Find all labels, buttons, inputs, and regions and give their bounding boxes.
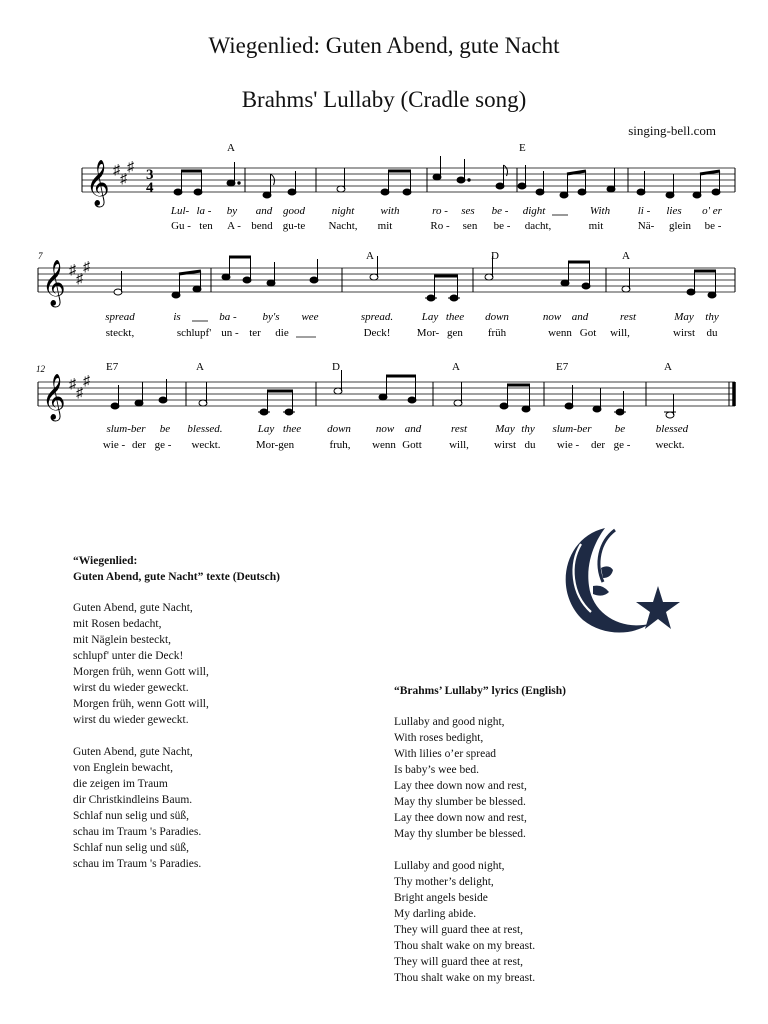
lyric-syllable: spread	[105, 311, 135, 323]
lyric-syllable: mit	[377, 220, 393, 232]
lyric-syllable: by	[226, 205, 238, 217]
lyric-syllable: blessed.	[187, 423, 223, 435]
german-lyrics-line	[171, 220, 722, 232]
german-lyrics-block	[73, 553, 373, 888]
svg-text:♯: ♯	[76, 386, 83, 401]
chord-symbols	[366, 250, 630, 262]
lyric-syllable: weckt.	[655, 439, 685, 451]
lyric-syllable: down	[485, 311, 509, 323]
lyric-syllable: slum-ber	[106, 423, 146, 435]
key-signature-sharps	[113, 160, 135, 187]
svg-text:♯: ♯	[113, 163, 120, 178]
time-signature-top: 3	[146, 167, 154, 183]
lyric-syllable: down	[327, 423, 351, 435]
lyric-syllable: dacht,	[524, 220, 552, 232]
crescent-moon-with-star-icon	[545, 520, 685, 640]
chord-symbols	[106, 361, 672, 373]
lyric-syllable: Mor-	[416, 327, 440, 339]
lyric-syllable: Ro -	[430, 220, 450, 232]
music-system-1	[0, 140, 768, 240]
chord-label: A	[622, 250, 630, 262]
chord-label: A	[366, 250, 374, 262]
lyric-syllable: Deck!	[363, 327, 391, 339]
measure-number: 12	[36, 364, 45, 374]
lyric-syllable: blessed	[655, 423, 689, 435]
lyric-syllable: schlupf'	[176, 327, 212, 339]
lyric-syllable: May	[674, 311, 694, 323]
german-stanza-1: Guten Abend, gute Nacht, mit Rosen bedacht, mit Näglein besteckt, schlupf' unter die Deck! Morgen früh, wenn Gott will, wirst du wieder geweckt. Morgen früh, wenn Gott will, wirst du wieder geweckt.	[73, 602, 209, 726]
lyric-syllable: fruh,	[329, 439, 351, 451]
lyric-syllable: gu-te	[282, 220, 306, 232]
lyric-syllable: be	[159, 423, 171, 435]
time-signature-bottom: 4	[146, 180, 154, 196]
lyric-syllable: wenn	[548, 327, 572, 339]
lyric-syllable: früh	[487, 327, 507, 339]
english-lyrics-line	[106, 423, 688, 435]
english-lyrics-block	[394, 683, 694, 1002]
lyric-syllable: dight	[522, 205, 546, 217]
lyric-syllable: sen	[462, 220, 478, 232]
lyric-syllable: will,	[449, 439, 469, 451]
lyric-syllable: wirst	[673, 327, 695, 339]
lyric-syllable: ge -	[613, 439, 631, 451]
svg-text:♯: ♯	[69, 377, 76, 392]
lyric-syllable: now	[375, 423, 395, 435]
lyric-syllable: good	[283, 205, 305, 217]
lyric-syllable: der	[131, 439, 147, 451]
svg-text:♯: ♯	[83, 260, 90, 275]
lyric-syllable: by's	[262, 311, 280, 323]
lyric-syllable: Lay	[257, 423, 275, 435]
lyric-syllable: die	[275, 327, 289, 339]
lyric-syllable: ten	[199, 220, 213, 232]
lyric-syllable: is	[173, 311, 181, 323]
chord-label: E	[519, 142, 526, 154]
measure-number: 7	[38, 251, 43, 261]
lyric-syllable: wirst	[494, 439, 516, 451]
lyric-syllable: Gu -	[171, 220, 191, 232]
lyric-syllable: wie -	[556, 439, 580, 451]
lyric-syllable: weckt.	[191, 439, 221, 451]
lyric-syllable: rest	[450, 423, 468, 435]
lyric-syllable: Lul-	[170, 205, 190, 217]
chord-label: D	[332, 361, 340, 373]
key-signature-sharps	[69, 260, 91, 287]
english-stanza-2: Lullaby and good night, Thy mother’s delight, Bright angels beside My darling abide. They will guard thee at rest, Thou shalt wake on my breast. They will guard thee at rest, Thou shalt wake on my breast.	[394, 860, 536, 984]
english-lyrics-heading: “Brahms’ Lullaby” lyrics (English)	[394, 685, 566, 697]
lyric-syllable: be	[614, 423, 626, 435]
german-lyrics-line	[103, 439, 685, 451]
lyric-syllable: wee	[301, 311, 319, 323]
chord-label: A	[196, 361, 204, 373]
lyric-syllable: Nä-	[637, 220, 655, 232]
notes	[114, 256, 716, 301]
lyric-syllable: thee	[282, 423, 302, 435]
lyric-syllable: du	[706, 327, 718, 339]
english-lyrics-line	[170, 205, 723, 217]
lyric-syllable: du	[524, 439, 536, 451]
lyric-syllable: Lay	[421, 311, 439, 323]
lyric-syllable: and	[255, 205, 273, 217]
chord-label: E7	[556, 361, 569, 373]
treble-clef-icon: 𝄞	[42, 260, 66, 305]
treble-clef-icon: 𝄞	[42, 374, 66, 419]
lyric-syllable: be -	[493, 220, 511, 232]
lyric-syllable: A -	[227, 220, 241, 232]
lyric-syllable: der	[590, 439, 606, 451]
lyric-syllable: with	[380, 205, 400, 217]
german-stanza-2: Guten Abend, gute Nacht, von Englein bewacht, die zeigen im Traum dir Christkindleins Baum. Schlaf nun selig und süß, schau im Traum 's Paradies. Schlaf nun selig und süß, schau im Traum 's Paradies.	[73, 746, 202, 870]
svg-text:♯: ♯	[83, 374, 90, 389]
lyric-syllable: and	[571, 311, 589, 323]
lyric-syllable: With	[589, 205, 611, 217]
lyric-syllable: la -	[196, 205, 212, 217]
lyric-syllable: ses	[461, 205, 475, 217]
lyric-syllable: and	[404, 423, 422, 435]
lyric-syllable: mit	[588, 220, 604, 232]
song-subtitle: Brahms' Lullaby (Cradle song)	[241, 87, 527, 112]
lyric-syllable: will,	[610, 327, 630, 339]
lyric-syllable: Mor-gen	[255, 439, 295, 451]
lyric-syllable: wenn	[372, 439, 396, 451]
lyric-syllable: un -	[221, 327, 239, 339]
chord-label: E7	[106, 361, 119, 373]
lyric-syllable: ba -	[219, 311, 237, 323]
lyric-syllable: Gott	[402, 439, 422, 451]
lyric-syllable: now	[542, 311, 562, 323]
key-signature-sharps	[69, 374, 91, 401]
music-system-2	[0, 245, 768, 345]
svg-text:♯: ♯	[127, 160, 134, 175]
lyric-syllable: wie -	[102, 439, 126, 451]
lyric-syllable: slum-ber	[552, 423, 592, 435]
song-title: Wiegenlied: Guten Abend, gute Nacht	[208, 33, 560, 58]
lyric-syllable: rest	[619, 311, 637, 323]
english-stanza-1: Lullaby and good night, With roses bedight, With lilies o’er spread Is baby’s wee bed. Lay thee down now and rest, May thy slumber be blessed. Lay thee down now and rest, May thy slumber be blessed.	[394, 716, 527, 840]
lyric-syllable: spread.	[360, 311, 394, 323]
treble-clef-icon: 𝄞	[86, 160, 110, 205]
lyric-syllable: ro -	[432, 205, 448, 217]
lyric-syllable: Got	[579, 327, 597, 339]
svg-text:♯: ♯	[120, 172, 127, 187]
lyric-syllable: May	[495, 423, 515, 435]
lyric-syllable: thy	[521, 423, 535, 435]
site-credit: singing-bell.com	[628, 123, 716, 138]
german-lyrics-line	[106, 327, 718, 339]
lyric-syllable: be -	[491, 205, 509, 217]
chord-label: A	[452, 361, 460, 373]
lyric-syllable: lies	[666, 205, 682, 217]
lyric-syllable: thee	[445, 311, 465, 323]
lyric-syllable: glein	[669, 220, 691, 232]
lyric-syllable: o' er	[702, 205, 722, 217]
lyric-syllable: ge -	[154, 439, 172, 451]
lyric-syllable: steckt,	[105, 327, 135, 339]
lyric-syllable: li -	[637, 205, 651, 217]
lyric-syllable: be -	[704, 220, 722, 232]
german-lyrics-heading: “Wiegenlied: Guten Abend, gute Nacht” texte (Deutsch)	[73, 555, 280, 583]
chord-label: D	[491, 250, 499, 262]
lyric-syllable: gen	[447, 327, 463, 339]
svg-text:♯: ♯	[76, 272, 83, 287]
lyric-syllable: Nacht,	[328, 220, 358, 232]
chord-label: A	[227, 142, 235, 154]
chord-symbols	[227, 142, 526, 154]
svg-text:♯: ♯	[69, 263, 76, 278]
chord-label: A	[664, 361, 672, 373]
music-system-3	[0, 360, 768, 460]
lyric-syllable: ter	[249, 327, 261, 339]
english-lyrics-line	[105, 311, 719, 323]
lyric-syllable: night	[331, 205, 355, 217]
lyric-syllable: thy	[705, 311, 719, 323]
lyric-syllable: bend	[251, 220, 273, 232]
